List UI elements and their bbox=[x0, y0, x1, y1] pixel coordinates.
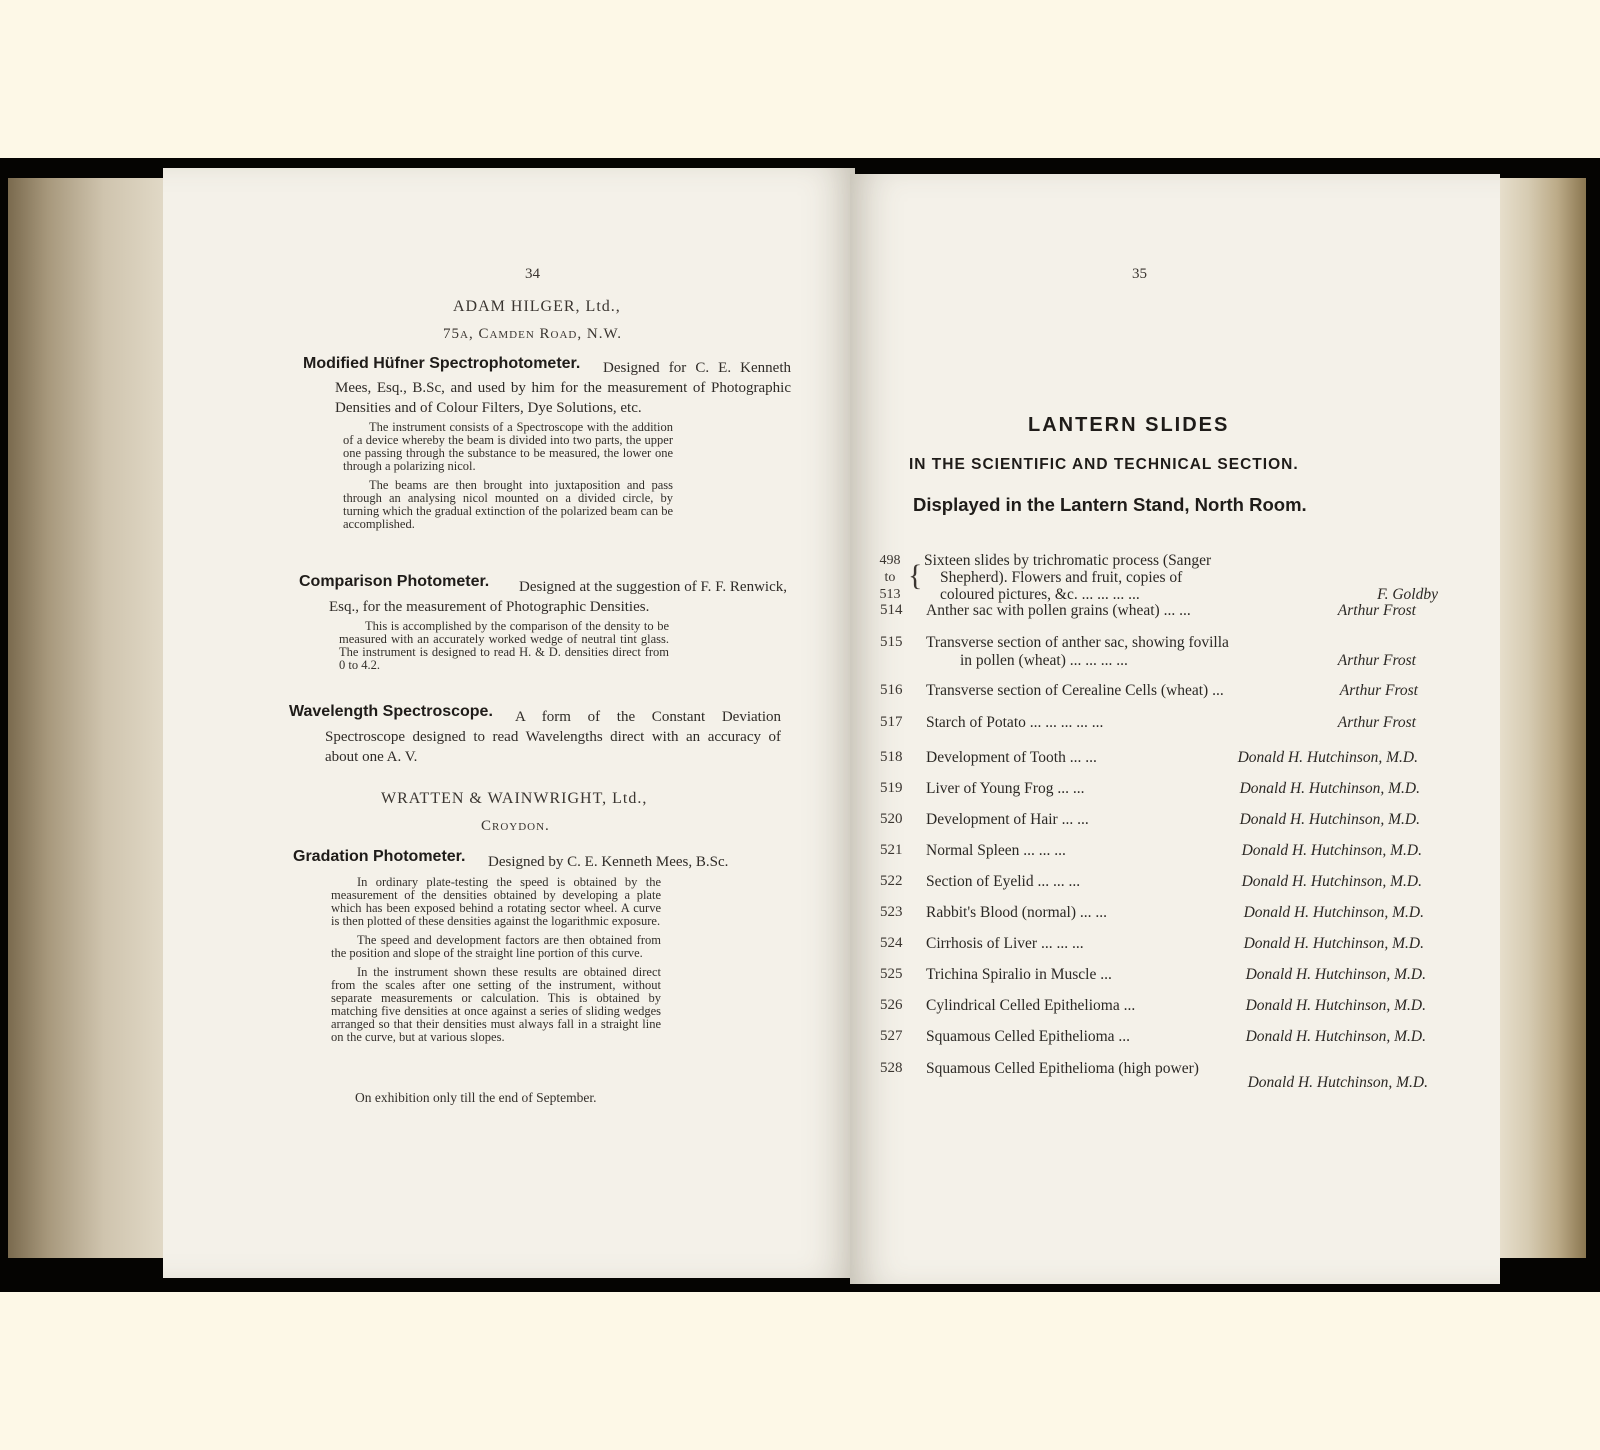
item-title: Modified Hüfner Spectrophotometer. bbox=[303, 355, 581, 372]
slide-entry bbox=[880, 904, 1424, 926]
entry-number: 516 bbox=[880, 682, 903, 698]
entry-author: Donald H. Hutchinson, M.D. bbox=[1241, 842, 1422, 859]
right-page-edges bbox=[1490, 178, 1586, 1258]
entry-description: Section of Eyelid ... ... ... bbox=[926, 873, 1081, 890]
left-page-edges bbox=[8, 178, 168, 1258]
entry-number: 523 bbox=[880, 904, 903, 920]
entry-description: Transverse section of anther sac, showing fovilla bbox=[926, 634, 1229, 651]
page-number: 34 bbox=[525, 266, 540, 282]
company-name: ADAM HILGER, Ltd., bbox=[453, 298, 621, 315]
item-title: Gradation Photometer. bbox=[293, 848, 466, 865]
range-end: 513 bbox=[879, 587, 901, 602]
entry-number: 514 bbox=[880, 602, 903, 618]
item-title: Comparison Photometer. bbox=[299, 573, 490, 590]
entry-author: Donald H. Hutchinson, M.D. bbox=[1237, 749, 1418, 766]
entry-description: Liver of Young Frog ... ... bbox=[926, 780, 1085, 797]
entry-description: Starch of Potato ... ... ... ... ... bbox=[926, 714, 1104, 731]
entry-author: Donald H. Hutchinson, M.D. bbox=[1245, 997, 1426, 1014]
entry-description bbox=[924, 552, 1211, 603]
entry-description: Trichina Spiralio in Muscle ... bbox=[926, 966, 1112, 983]
company-address: Croydon. bbox=[481, 818, 550, 834]
item-intro: Designed for C. E. Kenneth Mees, Esq., B.Sc, and used by him for the measurement of Photographic Densities and of Colour Filters, Dye Solutions, etc. bbox=[335, 360, 791, 416]
note-paragraph: The beams are then brought into juxtaposition and pass through an analysing nicol mounted on a divided circle, by turning which the gradual extinction of the polarized beam can be accomplished. bbox=[343, 478, 673, 531]
entry-number: 519 bbox=[880, 780, 903, 796]
display-location: Displayed in the Lantern Stand, North Room. bbox=[913, 494, 1307, 515]
item-title: Wavelength Spectroscope. bbox=[289, 703, 493, 720]
entry-number: 518 bbox=[880, 749, 903, 765]
desc-line: Sixteen slides by trichromatic process (Sanger bbox=[924, 552, 1212, 569]
slide-entry bbox=[880, 966, 1426, 988]
entry-number: 515 bbox=[880, 634, 903, 650]
entry-author: Arthur Frost bbox=[1337, 652, 1416, 669]
slide-entry bbox=[880, 935, 1424, 957]
note-paragraph: In the instrument shown these results are obtained direct from the scales after one setting of the instrument, without separate measurements or calculation. This is obtained by matching five densities at once against a series of sliding wedges arranged so that their densities must always fall in a straight line on the curve, but at various slopes. bbox=[331, 965, 661, 1044]
entry-description: Squamous Celled Epithelioma (high power) bbox=[926, 1060, 1199, 1077]
slide-entry bbox=[880, 682, 1418, 704]
note-paragraph: This is accomplished by the comparison of the density to be measured with an accurately worked wedge of neutral tint glass. The instrument is designed to read H. & D. densities direct from 0 to 4.2. bbox=[339, 619, 669, 672]
section-title: LANTERN SLIDES bbox=[1028, 414, 1230, 436]
item-intro: Designed at the suggestion of F. F. Renwick, Esq., for the measurement of Photographic Densities. bbox=[329, 579, 787, 615]
item-notes bbox=[339, 620, 669, 678]
entry-number: 522 bbox=[880, 873, 903, 889]
entry-author: Arthur Frost bbox=[1339, 682, 1418, 699]
entry-author: Arthur Frost bbox=[1337, 602, 1416, 619]
entry-author: Donald H. Hutchinson, M.D. bbox=[1239, 811, 1420, 828]
entry-number-range bbox=[878, 552, 902, 603]
entry-author: Donald H. Hutchinson, M.D. bbox=[1239, 780, 1420, 797]
slide-entry bbox=[880, 997, 1426, 1019]
slide-entry bbox=[880, 811, 1420, 833]
entry-description: Anther sac with pollen grains (wheat) ... ... bbox=[926, 602, 1191, 619]
entry-author: Arthur Frost bbox=[1337, 714, 1416, 731]
slide-entry bbox=[880, 749, 1418, 771]
note-paragraph: The instrument consists of a Spectroscope with the addition of a device whereby the beam is divided into two parts, the upper one passing through the substance to be measured, the lower one through a polarizing nicol. bbox=[343, 420, 673, 473]
entry-author: F. Goldby bbox=[1377, 586, 1438, 603]
company-address: 75a, Camden Road, N.W. bbox=[443, 326, 622, 342]
company-name: WRATTEN & WAINWRIGHT, Ltd., bbox=[381, 790, 648, 807]
item-intro: A form of the Constant Deviation Spectroscope designed to read Wavelengths direct with an accuracy of about one A. V. bbox=[325, 709, 781, 765]
entry-number: 520 bbox=[880, 811, 903, 827]
slide-entry bbox=[880, 842, 1422, 864]
entry-number: 517 bbox=[880, 714, 903, 730]
entry-author: Donald H. Hutchinson, M.D. bbox=[1247, 1074, 1428, 1091]
brace-icon: { bbox=[908, 559, 923, 592]
slide-entry bbox=[880, 602, 1416, 624]
entry-description: Rabbit's Blood (normal) ... ... bbox=[926, 904, 1108, 921]
entry-author: Donald H. Hutchinson, M.D. bbox=[1245, 1028, 1426, 1045]
slide-entry bbox=[880, 1028, 1426, 1050]
book-scan bbox=[0, 158, 1600, 1292]
entry-description: Squamous Celled Epithelioma ... bbox=[926, 1028, 1131, 1045]
entry-number: 528 bbox=[880, 1060, 903, 1076]
entry-number: 527 bbox=[880, 1028, 903, 1044]
desc-line: Shepherd). Flowers and fruit, copies of bbox=[940, 569, 1183, 586]
item-intro: Designed by C. E. Kenneth Mees, B.Sc. bbox=[488, 854, 729, 870]
left-page bbox=[163, 168, 855, 1278]
section-subtitle: IN THE SCIENTIFIC AND TECHNICAL SECTION. bbox=[909, 456, 1299, 473]
entry-number: 525 bbox=[880, 966, 903, 982]
range-start: 498 bbox=[879, 553, 901, 568]
slide-entry bbox=[880, 1060, 1428, 1100]
entry-description-continued: in pollen (wheat) ... ... ... ... bbox=[960, 652, 1128, 669]
entry-description: Normal Spleen ... ... ... bbox=[926, 842, 1066, 859]
entry-number: 526 bbox=[880, 997, 903, 1013]
entry-number: 524 bbox=[880, 935, 903, 951]
entry-author: Donald H. Hutchinson, M.D. bbox=[1245, 966, 1426, 983]
entry-author: Donald H. Hutchinson, M.D. bbox=[1241, 873, 1422, 890]
entry-author: Donald H. Hutchinson, M.D. bbox=[1243, 904, 1424, 921]
slide-entry bbox=[880, 714, 1416, 736]
entry-description: Transverse section of Cerealine Cells (wheat) ... bbox=[926, 682, 1224, 699]
note-paragraph: In ordinary plate-testing the speed is obtained by the measurement of the densities obtained by developing a plate which has been exposed behind a rotating sector wheel. A curve is then plotted of these densities against the logarithmic exposure. bbox=[331, 875, 661, 928]
note-paragraph: The speed and development factors are then obtained from the position and slope of the straight line portion of this curve. bbox=[331, 933, 661, 960]
page-number: 35 bbox=[1132, 266, 1147, 282]
entry-description: Cirrhosis of Liver ... ... ... bbox=[926, 935, 1084, 952]
slide-entry bbox=[880, 780, 1420, 802]
entry-number: 521 bbox=[880, 842, 903, 858]
exhibition-note: On exhibition only till the end of September. bbox=[355, 1090, 597, 1105]
entry-description: Development of Hair ... ... bbox=[926, 811, 1089, 828]
entry-author: Donald H. Hutchinson, M.D. bbox=[1243, 935, 1424, 952]
item-notes bbox=[331, 876, 661, 1050]
desc-line: coloured pictures, &c. ... ... ... ... bbox=[940, 586, 1140, 603]
item-notes bbox=[343, 421, 673, 537]
entry-description: Development of Tooth ... ... bbox=[926, 749, 1097, 766]
range-to: to bbox=[884, 570, 896, 585]
entry-description: Cylindrical Celled Epithelioma ... bbox=[926, 997, 1136, 1014]
slide-entry bbox=[880, 634, 1416, 678]
slide-entry bbox=[880, 873, 1422, 895]
